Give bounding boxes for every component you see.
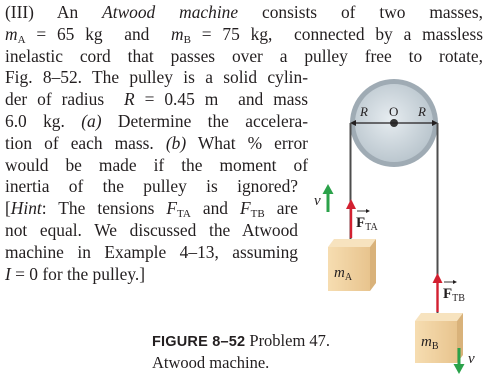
problem-line: tion of each mass. (b) What % error <box>5 132 308 153</box>
problem-line: (III) An Atwood machine consists of two masses, <box>5 2 483 22</box>
mass-a-top <box>328 239 376 247</box>
figure-caption <box>152 330 330 374</box>
mass-b-top <box>415 313 463 321</box>
problem-line: [Hint: The tensions $F_{TA}$ and $F_{TB}$ are <box>5 198 298 221</box>
pulley-center-label: O <box>389 104 399 119</box>
tension-a-label: $F_{TA}$ <box>356 215 378 233</box>
problem-line: would be made if the moment of <box>5 154 308 175</box>
pulley-radius-right-label: R <box>418 104 426 119</box>
tension-a-vector-tip <box>366 209 370 213</box>
mass-a-side <box>370 239 376 291</box>
velocity-b-label: v <box>468 351 475 367</box>
tension-a-arrow <box>346 199 378 238</box>
problem-line: machine in Example 4–13, assuming <box>5 241 298 262</box>
figure-label: FIGURE 8–52 <box>152 334 246 350</box>
tension-b-label: $F_{TB}$ <box>443 286 465 304</box>
tension-b-arrow <box>433 273 466 312</box>
tension-b-vector-tip <box>453 280 457 284</box>
tension-a-head <box>346 199 356 209</box>
problem-line: I = 0 for the pulley.] <box>5 263 146 284</box>
velocity-b-head <box>454 364 465 374</box>
problem-line: der of radius R = 0.45 m and mass <box>5 89 308 110</box>
mass-b <box>415 313 463 363</box>
mass-a <box>328 239 376 291</box>
problem-line: not equal. We discussed the Atwood <box>5 219 298 240</box>
mass-b-label: $m_B$ <box>421 334 439 352</box>
problem-line: inelastic cord that passes over a pulley free to rotate, <box>5 45 483 66</box>
caption-subtitle: Atwood machine. <box>152 353 270 372</box>
velocity-a-head <box>323 184 334 194</box>
problem-number: (III) <box>5 2 34 22</box>
problem-line: 6.0 kg. (a) Determine the accelera- <box>5 110 308 131</box>
mass-a-label: $m_A$ <box>334 265 353 283</box>
pulley <box>350 79 438 167</box>
caption-title: Problem 47. <box>249 331 331 350</box>
tension-b-head <box>433 273 443 283</box>
velocity-a-arrow <box>314 184 334 212</box>
velocity-a-label: v <box>314 193 321 209</box>
pulley-radius-left-label: R <box>360 104 368 119</box>
caption-line <box>152 330 330 352</box>
problem-line: inertia of the pulley is ignored? <box>5 176 298 197</box>
problem-line: Fig. 8–52. The pulley is a solid cylin- <box>5 67 308 88</box>
problem-line: $m_A = 65$ kg and $m_B = 75$ kg, connected by a massless <box>5 23 483 46</box>
